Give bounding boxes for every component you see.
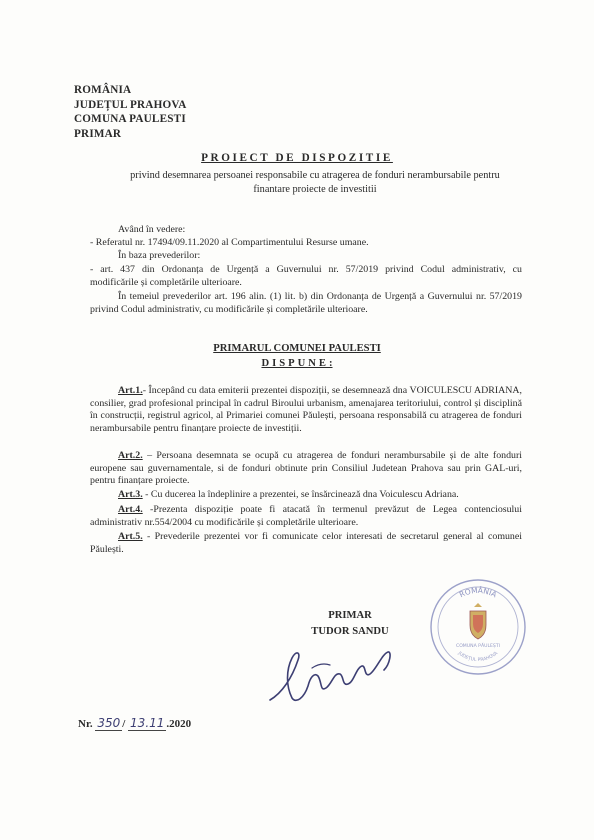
header-role: PRIMAR [74, 127, 122, 140]
signature-block [270, 608, 430, 640]
number-separator: / [122, 718, 126, 730]
header-county: JUDEȚUL PRAHOVA [74, 98, 187, 111]
number-year: .2020 [166, 718, 192, 730]
header-commune: COMUNA PAULESTI [74, 113, 186, 125]
signature-role: PRIMAR [328, 610, 372, 621]
art2-label: Art.2. [118, 450, 143, 461]
handwritten-signature [252, 638, 412, 710]
document-title: PROIECT DE DISPOZITIE [201, 152, 393, 164]
svg-text:ROMÂNIA: ROMÂNIA [457, 585, 499, 600]
date-handwritten: 13.11 [130, 716, 165, 730]
preamble-in-baza: În baza prevederilor: [118, 250, 201, 261]
art5-label: Art.5. [118, 531, 143, 542]
number-handwritten: 350 [97, 716, 121, 730]
svg-text:COMUNA PĂULEȘTI: COMUNA PĂULEȘTI [455, 644, 501, 649]
article-4 [90, 504, 522, 529]
art4-label: Art.4. [118, 504, 143, 515]
preamble-art437-line1: - art. 437 din Ordonanța de Urgență a Guvernului nr. 57/2019 privind Codul administrativ, cu [90, 264, 522, 275]
art2-text: – Persoana desemnata se ocupă cu atragerea de fonduri nerambursabile și de alte fonduri europene sau guvernamentale, si de fonduri obtinute prin Consiliul Judetean Prahova sau prin GAL-uri, pentru finanțare proiecte. [90, 450, 522, 487]
subtitle-line-1: privind desemnarea persoanei responsabile cu atragerea de fonduri nerambursabile pentru [130, 170, 500, 181]
article-1 [90, 385, 522, 436]
dispune-word: DISPUNE [261, 358, 329, 369]
dispune-heading [0, 358, 594, 369]
art4-text: -Prezenta dispoziție poate fi atacată în termenul prevăzut de Legea contenciosului administrativ nr.554/2004 cu modificările și completările ulterioare. [90, 504, 522, 528]
dispune-colon: : [328, 358, 333, 369]
primarul-heading: PRIMARUL COMUNEI PAULESTI [213, 343, 381, 354]
number-prefix: Nr. [78, 718, 93, 730]
preamble-temeiul: În temeiul prevederilor art. 196 alin. (1) lit. b) din Ordonanța de Urgență a Guvernului nr. 57/2019 privind Codul administrativ, cu modificările și completările ulterioare. [90, 291, 522, 315]
official-stamp [428, 577, 528, 677]
header-country: ROMÂNIA [74, 84, 132, 96]
coat-of-arms-icon [470, 603, 486, 639]
signature-name: TUDOR SANDU [311, 626, 389, 637]
article-5 [90, 531, 522, 556]
art3-label: Art.3. [118, 489, 143, 500]
preamble-avand: Având în vedere: [118, 224, 186, 235]
svg-text:JUDEȚUL PRAHOVA: JUDEȚUL PRAHOVA [456, 651, 500, 664]
art3-text: - Cu ducerea la îndeplinire a prezentei, se însărcinează dna Voiculescu Adriana. [142, 489, 459, 500]
art5-text: - Prevederile prezentei vor fi comunicate celor interesati de secretarul general al comunei Păulești. [90, 531, 522, 555]
article-2 [90, 450, 522, 488]
article-3 [90, 489, 522, 502]
preamble-art437-line2: modificările și completările ulterioare. [90, 277, 242, 288]
document-subtitle [130, 169, 500, 196]
subtitle-line-2: finantare proiecte de investitii [253, 183, 377, 195]
art1-label: Art.1. [118, 385, 143, 396]
document-number-line [78, 716, 191, 730]
document-header [74, 83, 187, 141]
art1-text: - Începând cu data emiterii prezentei dispoziții, se desemnează dna VOICULESCU ADRIANA, consilier, grad profesional principal în cadrul Biroului urbanism, amenajarea teritoriului, control și disciplină în construcții, registrul agricol, al Primariei comunei Păulești, persoana responsabilă cu atragerea de fonduri nerambursabile pentru finanțare proiecte de investiții. [90, 385, 522, 435]
preamble-referat: - Referatul nr. 17494/09.11.2020 al Compartimentului Resurse umane. [90, 237, 369, 248]
